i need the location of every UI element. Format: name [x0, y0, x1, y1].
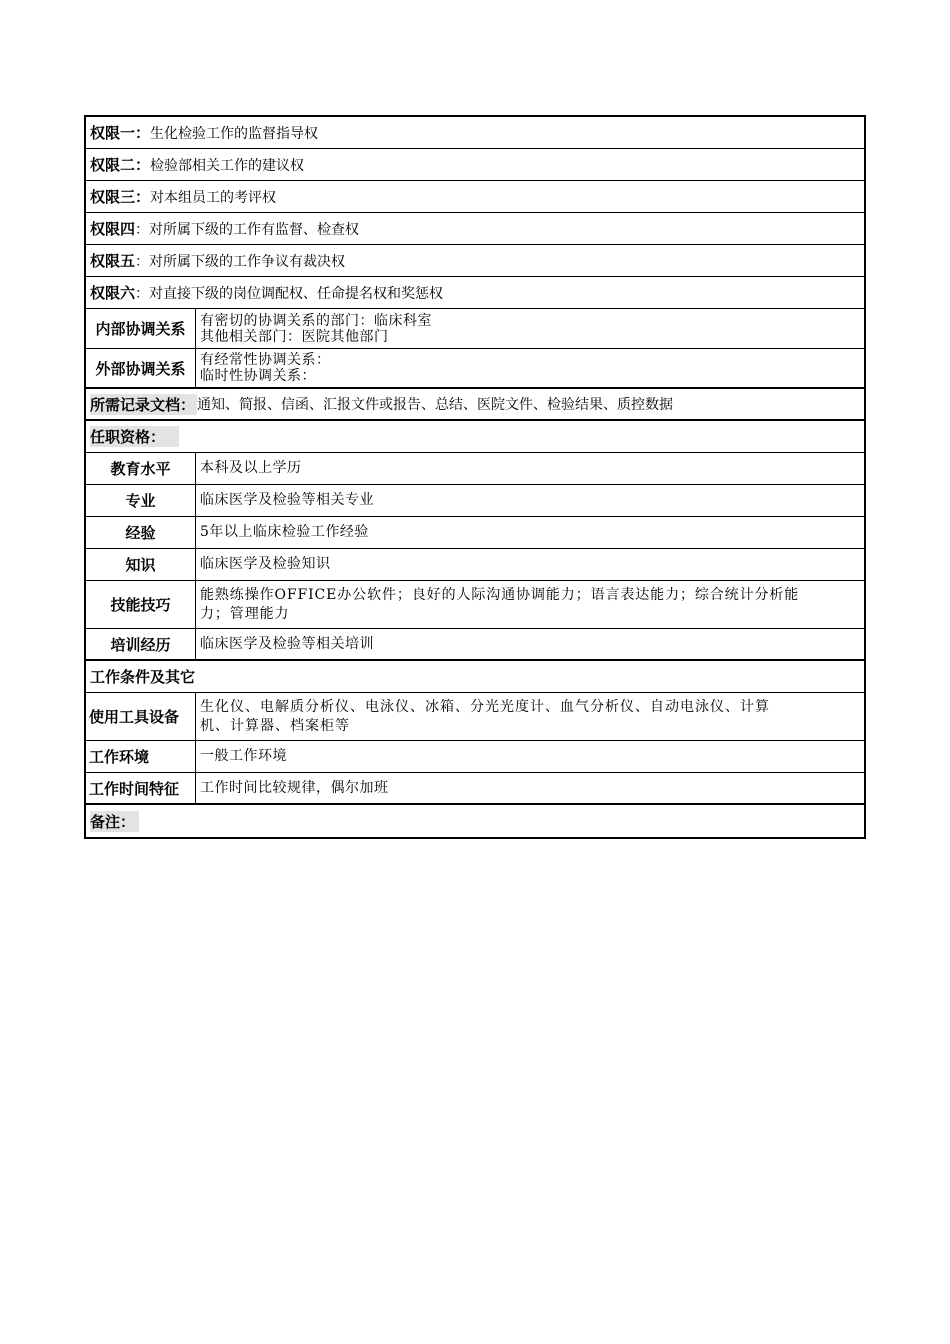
job-description-table — [84, 115, 866, 839]
authority-row-1 — [86, 117, 864, 149]
authority-row-2 — [86, 149, 864, 181]
records-text: 通知、简报、信函、汇报文件或报告、总结、医院文件、检验结果、质控数据 — [197, 397, 674, 413]
work-time-value: 工作时间比较规律，偶尔加班 — [200, 779, 389, 796]
qualification-row-knowledge — [86, 549, 864, 581]
authority-label: 权限一： — [90, 124, 151, 142]
qualification-row-experience — [86, 517, 864, 549]
qualification-label: 专业 — [86, 485, 196, 516]
remarks-row — [86, 805, 864, 837]
qualification-value-line: 力；管理能力 — [200, 605, 290, 622]
qualification-label: 培训经历 — [86, 629, 196, 659]
external-coordination-line: 临时性协调关系： — [200, 368, 316, 384]
qualification-value: 临床医学及检验知识 — [200, 556, 331, 572]
qualification-value: 临床医学及检验等相关专业 — [200, 492, 374, 508]
internal-coordination-line: 其他相关部门：医院其他部门 — [200, 328, 389, 345]
qualifications-header: 任职资格： — [90, 426, 179, 447]
tools-value-line: 生化仪、电解质分析仪、电泳仪、冰箱、分光光度计、血气分析仪、自动电泳仪、计算 — [200, 698, 770, 715]
authority-text: ：对所属下级的工作有监督、检查权 — [135, 221, 360, 238]
authority-label: 权限三： — [90, 188, 151, 206]
internal-coordination-line: 有密切的协调关系的部门：临床科室 — [200, 312, 432, 329]
qualification-value: 临床医学及检验等相关培训 — [200, 635, 374, 652]
environment-label: 工作环境 — [86, 741, 196, 772]
remarks-label: 备注： — [90, 811, 139, 832]
authority-text: ：对所属下级的工作争议有裁决权 — [135, 253, 346, 270]
qualifications-header-row — [86, 421, 864, 453]
external-coordination-row — [86, 349, 864, 389]
authority-row-6 — [86, 277, 864, 309]
qualification-row-major — [86, 485, 864, 517]
records-row — [86, 389, 864, 421]
tools-value-line: 机、计算器、档案柜等 — [200, 717, 350, 734]
authority-text: 检验部相关工作的建议权 — [150, 157, 305, 174]
qualification-label: 知识 — [86, 549, 196, 580]
records-label: 所需记录文档： — [90, 395, 196, 414]
tools-row — [86, 693, 864, 741]
qualification-value: 5年以上临床检验工作经验 — [200, 524, 369, 540]
qualification-label: 经验 — [86, 517, 196, 548]
authority-text: 生化检验工作的监督指导权 — [150, 125, 319, 142]
authority-row-3 — [86, 181, 864, 213]
tools-label: 使用工具设备 — [86, 693, 196, 740]
work-time-row — [86, 773, 864, 805]
authority-text: 对本组员工的考评权 — [150, 189, 277, 206]
external-coordination-label: 外部协调关系 — [86, 349, 196, 387]
authority-row-4 — [86, 213, 864, 245]
internal-coordination-label: 内部协调关系 — [86, 309, 196, 348]
work-time-label: 工作时间特征 — [86, 773, 196, 803]
qualification-row-skills — [86, 581, 864, 629]
qualification-row-training — [86, 629, 864, 661]
qualification-label: 教育水平 — [86, 453, 196, 484]
qualification-value: 本科及以上学历 — [200, 460, 302, 476]
authority-label: 权限二： — [90, 156, 151, 174]
authority-text: ：对直接下级的岗位调配权、任命提名权和奖惩权 — [135, 285, 444, 302]
qualification-label: 技能技巧 — [86, 581, 196, 628]
authority-label: 权限四 — [90, 220, 136, 238]
environment-row — [86, 741, 864, 773]
qualification-row-education — [86, 453, 864, 485]
internal-coordination-row — [86, 309, 864, 349]
authority-row-5 — [86, 245, 864, 277]
work-conditions-header-row — [86, 661, 864, 693]
qualification-value-line: 能熟练操作OFFICE办公软件；良好的人际沟通协调能力；语言表达能力；综合统计分析能 — [200, 586, 800, 603]
authority-label: 权限六 — [90, 284, 136, 302]
authority-label: 权限五 — [90, 252, 136, 270]
environment-value: 一般工作环境 — [200, 748, 287, 764]
work-conditions-header: 工作条件及其它 — [90, 668, 196, 686]
external-coordination-line: 有经常性协调关系： — [200, 352, 331, 368]
